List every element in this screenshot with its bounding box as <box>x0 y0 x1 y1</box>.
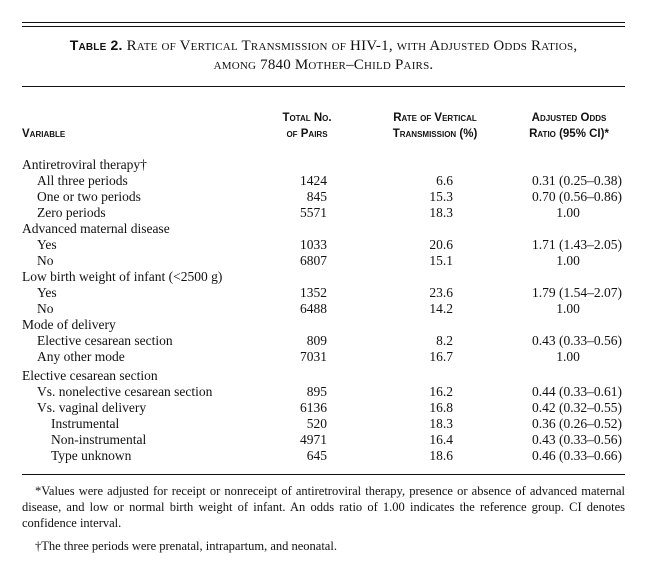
row-transmission-rate: 23.6 <box>429 285 453 300</box>
header-total <box>262 110 352 142</box>
caption-line-1 <box>22 36 625 56</box>
row-transmission-rate: 16.8 <box>429 400 453 415</box>
row-label: All three periods <box>37 173 128 188</box>
row-label: Vs. vaginal delivery <box>37 400 147 415</box>
row-label: Yes <box>37 237 57 252</box>
footnote-star: *Values were adjusted for receipt or nonreceipt of antiretroviral therapy, presence or absence of advanced maternal disease, and low or normal birth weight of infant. An odds ratio of 1.00 indicates the reference group. CI denotes confidence interval. <box>22 484 625 530</box>
row-odds-ratio: 0.43 (0.33–0.56) <box>532 432 622 447</box>
footnote-dagger: †The three periods were prenatal, intrapartum, and neonatal. <box>35 539 337 553</box>
row-total-pairs: 7031 <box>300 349 327 364</box>
row-transmission-rate: 18.3 <box>429 416 453 431</box>
row-total-pairs: 6136 <box>300 400 327 415</box>
footnotes <box>22 483 625 554</box>
header-rate-line1: Rate of Vertical <box>393 112 477 124</box>
table-row <box>0 253 650 269</box>
table-group-row <box>0 269 650 285</box>
header-or-line1: Adjusted Odds <box>531 112 607 124</box>
row-odds-ratio: 1.00 <box>556 253 580 268</box>
row-total-pairs: 1424 <box>300 173 327 188</box>
row-transmission-rate: 18.6 <box>429 448 453 463</box>
row-odds-ratio: 0.36 (0.26–0.52) <box>532 416 622 431</box>
row-odds-ratio: 1.79 (1.54–2.07) <box>532 285 622 300</box>
row-odds-ratio: 1.00 <box>556 349 580 364</box>
table-row <box>0 349 650 365</box>
header-total-line2: of Pairs <box>286 128 328 140</box>
header-rate <box>374 110 496 142</box>
row-label: Instrumental <box>51 416 120 431</box>
table-row <box>0 173 650 189</box>
row-label: Mode of delivery <box>22 317 116 332</box>
row-total-pairs: 895 <box>306 384 327 399</box>
row-odds-ratio: 0.42 (0.32–0.55) <box>532 400 622 415</box>
row-label: One or two periods <box>37 189 141 204</box>
row-transmission-rate: 15.3 <box>429 189 453 204</box>
header-variable: Variable <box>22 128 66 140</box>
header-rate-line2: Transmission (%) <box>392 128 478 140</box>
row-label: Type unknown <box>51 448 132 463</box>
table-row <box>0 205 650 221</box>
table-row <box>0 400 650 416</box>
table-row <box>0 384 650 400</box>
table-row <box>0 189 650 205</box>
row-odds-ratio: 0.43 (0.33–0.56) <box>532 333 622 348</box>
row-transmission-rate: 16.4 <box>429 432 453 447</box>
table-group-row <box>0 157 650 173</box>
table-row <box>0 333 650 349</box>
row-total-pairs: 6807 <box>300 253 327 268</box>
row-transmission-rate: 16.2 <box>429 384 453 399</box>
row-label: Advanced maternal disease <box>22 221 170 236</box>
row-transmission-rate: 14.2 <box>429 301 453 316</box>
row-transmission-rate: 6.6 <box>436 173 453 188</box>
row-transmission-rate: 20.6 <box>429 237 453 252</box>
row-odds-ratio: 0.70 (0.56–0.86) <box>532 189 622 204</box>
row-transmission-rate: 18.3 <box>429 205 453 220</box>
table-group-row <box>0 221 650 237</box>
row-total-pairs: 845 <box>306 189 327 204</box>
row-transmission-rate: 16.7 <box>429 349 453 364</box>
header-odds-ratio <box>510 110 628 142</box>
table-row <box>0 301 650 317</box>
row-label: Any other mode <box>37 349 125 364</box>
row-total-pairs: 1033 <box>300 237 327 252</box>
row-label: Elective cesarean section <box>37 333 173 348</box>
row-total-pairs: 645 <box>306 448 327 463</box>
row-odds-ratio: 1.71 (1.43–2.05) <box>532 237 622 252</box>
bottom-rule <box>22 474 625 475</box>
table-title-2: among 7840 Mother–Child Pairs. <box>213 57 434 73</box>
caption-rule <box>22 86 625 87</box>
table-row <box>0 285 650 301</box>
row-odds-ratio: 0.31 (0.25–0.38) <box>532 173 622 188</box>
top-double-rule-2 <box>22 26 625 27</box>
row-label: Antiretroviral therapy† <box>22 157 147 172</box>
row-label: Low birth weight of infant (<2500 g) <box>22 269 223 284</box>
row-total-pairs: 520 <box>306 416 327 431</box>
table-label: Table 2. <box>69 37 123 53</box>
row-odds-ratio: 0.46 (0.33–0.66) <box>532 448 622 463</box>
table-row <box>0 416 650 432</box>
row-label: Yes <box>37 285 57 300</box>
row-label: Elective cesarean section <box>22 368 158 383</box>
table-group-row <box>0 317 650 333</box>
row-transmission-rate: 8.2 <box>436 333 453 348</box>
row-total-pairs: 6488 <box>300 301 327 316</box>
header-total-line1: Total No. <box>282 112 332 124</box>
header-or-line2: Ratio (95% CI)* <box>529 128 609 140</box>
row-total-pairs: 4971 <box>300 432 327 447</box>
row-label: No <box>37 253 54 268</box>
row-transmission-rate: 15.1 <box>429 253 453 268</box>
table-row <box>0 432 650 448</box>
table-row <box>0 237 650 253</box>
table-title-1: Rate of Vertical Transmission of HIV-1, with Adjusted Odds Ratios, <box>126 38 578 54</box>
table-row <box>0 448 650 464</box>
row-odds-ratio: 0.44 (0.33–0.61) <box>532 384 622 399</box>
row-total-pairs: 809 <box>306 333 327 348</box>
row-label: Non-instrumental <box>51 432 147 447</box>
row-label: Vs. nonelective cesarean section <box>37 384 213 399</box>
row-odds-ratio: 1.00 <box>556 205 580 220</box>
row-odds-ratio: 1.00 <box>556 301 580 316</box>
top-double-rule-1 <box>22 22 625 23</box>
row-label: Zero periods <box>37 205 106 220</box>
row-total-pairs: 5571 <box>300 205 327 220</box>
row-label: No <box>37 301 54 316</box>
row-total-pairs: 1352 <box>300 285 327 300</box>
table-group-row <box>0 368 650 384</box>
table-caption <box>22 36 625 75</box>
